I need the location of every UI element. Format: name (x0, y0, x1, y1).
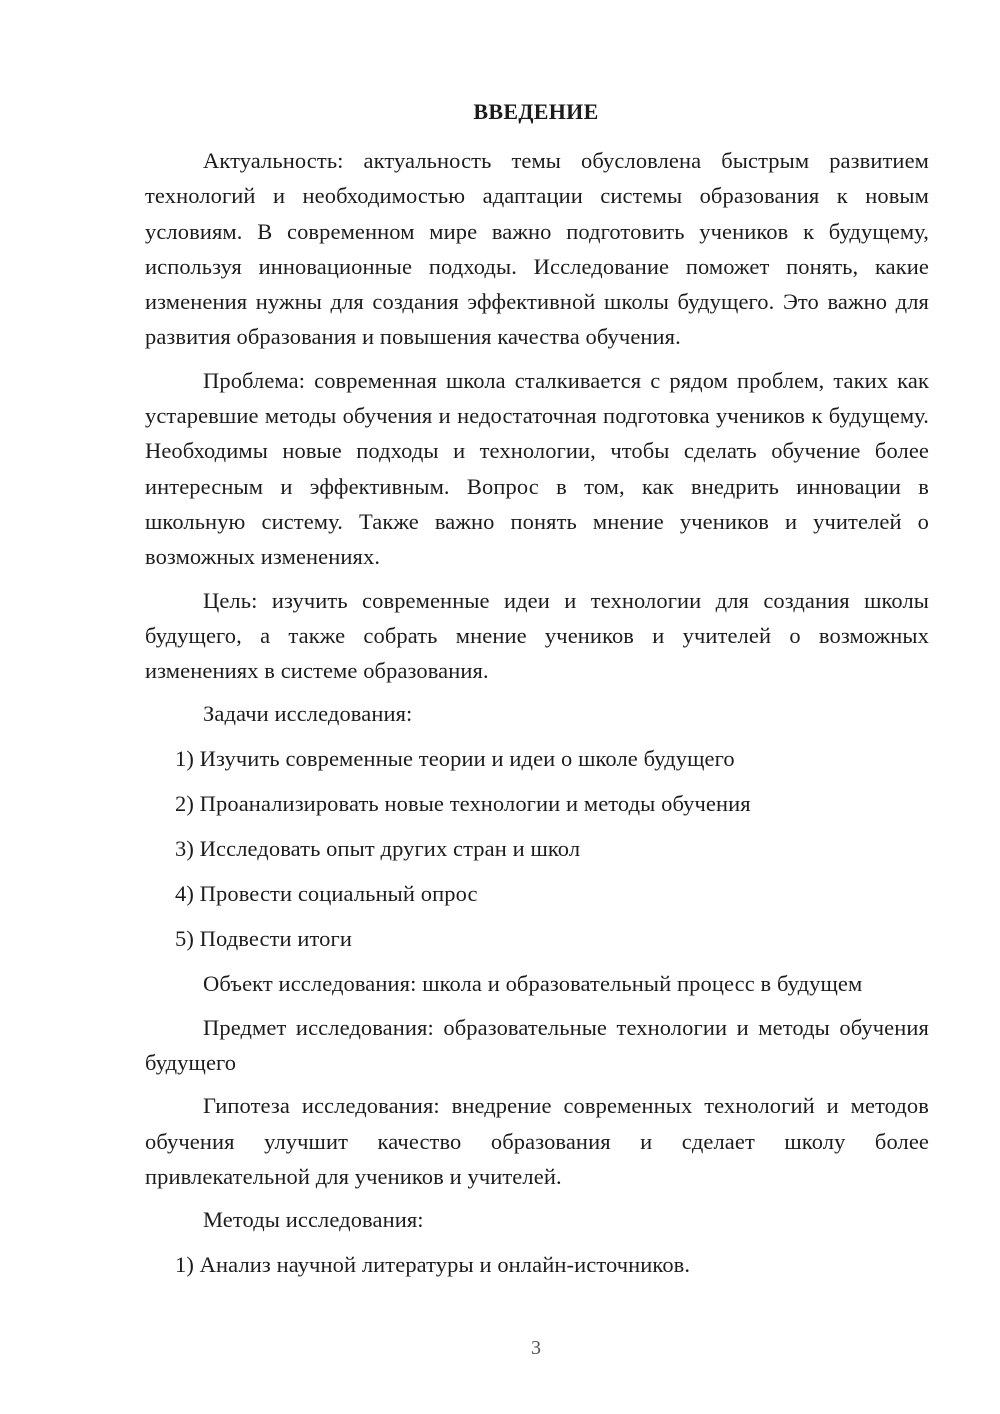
paragraph-hypothesis: Гипотеза исследования: внедрение современных технологий и методов обучения улучшит качество образования и сделает школу более привлекательной для учеников и учителей. (145, 1093, 929, 1189)
paragraph-object: Объект исследования: школа и образовательный процесс в будущем (203, 971, 863, 997)
page-number: 3 (531, 1337, 541, 1359)
task-item: 1) Изучить современные теории и идеи о школе будущего (175, 746, 735, 772)
paragraph-problem: Проблема: современная школа сталкивается с рядом проблем, таких как устаревшие методы обучения и недостаточная подготовка учеников к будущему. Необходимы новые подходы и технологии, чтобы сделать обучение более интересным и эффективным. Вопрос в том, как внедрить инновации в школьную систему. Также важно понять мнение учеников и учителей о возможных изменениях. (145, 367, 929, 570)
task-item: 4) Провести социальный опрос (175, 881, 478, 907)
paragraph-goal: Цель: изучить современные идеи и технологии для создания школы будущего, а также собрать мнение учеников и учителей о возможных изменениях в системе образования. (145, 587, 929, 684)
paragraph-relevance: Актуальность: актуальность темы обусловлена быстрым развитием технологий и необходимостью адаптации системы образования к новым условиям. В современном мире важно подготовить учеников к будущему, используя инновационные подходы. Исследование поможет понять, какие изменения нужны для создания эффективной школы будущего. Это важно для развития образования и повышения качества обучения. (145, 148, 929, 350)
task-item: 2) Проанализировать новые технологии и методы обучения (175, 791, 751, 817)
method-item: 1) Анализ научной литературы и онлайн-источников. (175, 1252, 691, 1278)
task-item: 5) Подвести итоги (175, 926, 352, 952)
tasks-heading: Задачи исследования: (203, 701, 413, 727)
methods-heading: Методы исследования: (203, 1207, 424, 1233)
task-item: 3) Исследовать опыт других стран и школ (175, 836, 581, 862)
paragraph-subject: Предмет исследования: образовательные технологии и методы обучения будущего (145, 1014, 929, 1075)
section-title: ВВЕДЕНИЕ (473, 99, 599, 124)
document-body (145, 143, 929, 1292)
